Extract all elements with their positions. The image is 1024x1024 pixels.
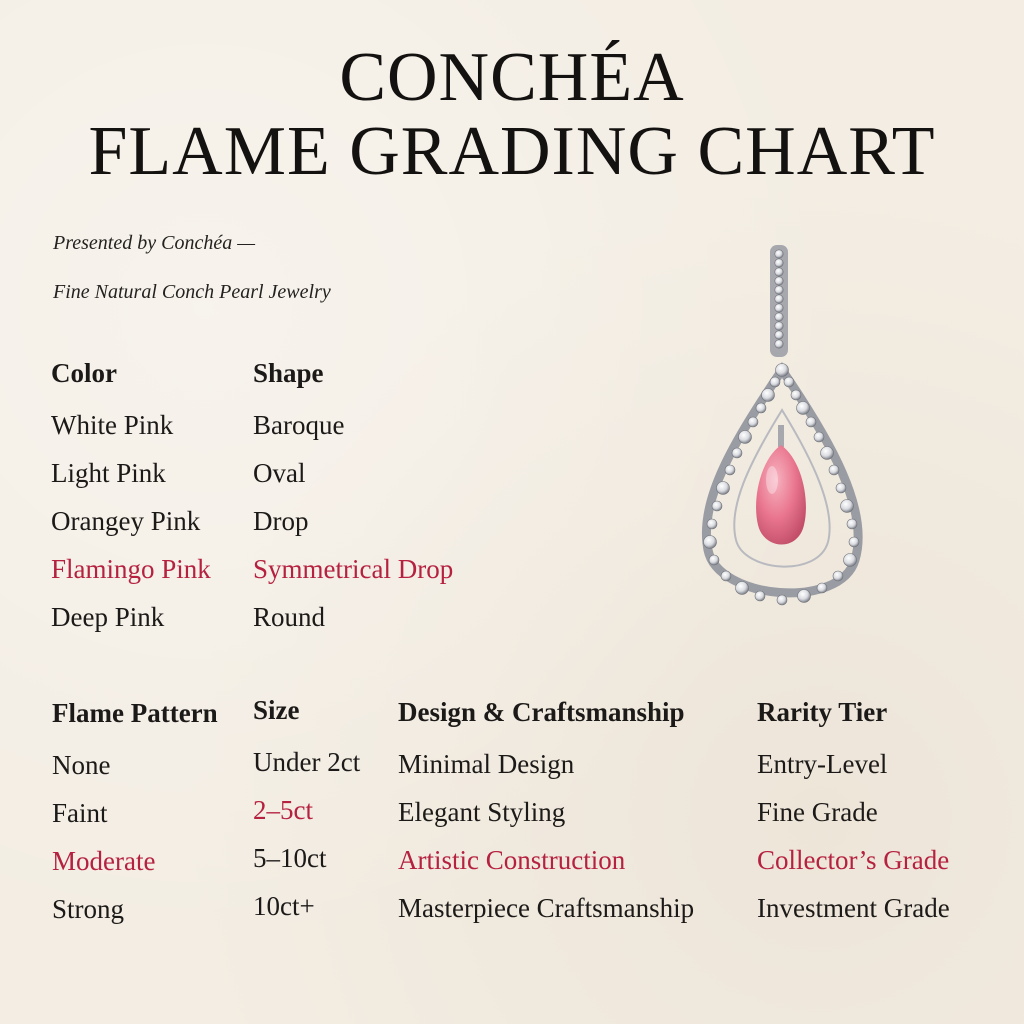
diamond-stone [798, 590, 811, 603]
diamond-stone [844, 554, 857, 567]
pearl-highlight [766, 466, 778, 494]
diamond-stone [762, 389, 775, 402]
diamond-stone [791, 390, 801, 400]
flame-heading: Flame Pattern [52, 698, 218, 728]
pearl-hook [778, 425, 784, 447]
flame-item: None [52, 750, 111, 780]
diamond-stone [717, 482, 730, 495]
size-item-highlighted: 2–5ct [253, 795, 313, 825]
bail-stones [775, 250, 783, 348]
shape-column [253, 357, 453, 649]
rarity-heading: Rarity Tier [757, 697, 888, 727]
rarity-item: Entry-Level [757, 749, 888, 779]
design-heading: Design & Craftsmanship [398, 697, 685, 727]
diamond-stone [849, 537, 859, 547]
diamond-stone [756, 403, 766, 413]
diamond-stone [775, 304, 783, 312]
subtitle-tagline: Fine Natural Conch Pearl Jewelry [53, 281, 331, 303]
shape-item: Oval [253, 458, 306, 488]
subtitle-presented-by: Presented by Conchéa — [53, 232, 255, 254]
diamond-stone [775, 331, 783, 339]
flame-column [52, 697, 218, 941]
diamond-stone [829, 465, 839, 475]
flame-item: Strong [52, 894, 125, 924]
size-heading: Size [253, 695, 300, 725]
color-item: White Pink [51, 410, 174, 440]
color-item: Orangey Pink [51, 506, 201, 536]
pink-conch-pearl [756, 445, 806, 545]
diamond-stone [721, 571, 731, 581]
color-item-highlighted: Flamingo Pink [51, 554, 211, 584]
diamond-stone [817, 583, 827, 593]
diamond-stone [833, 571, 843, 581]
rarity-item: Fine Grade [757, 797, 878, 827]
diamond-stone [775, 295, 783, 303]
flame-item: Faint [52, 798, 108, 828]
diamond-stone [736, 582, 749, 595]
diamond-stone [732, 448, 742, 458]
diamond-stone [777, 595, 787, 605]
page-title-chart: FLAME GRADING CHART [88, 113, 936, 190]
size-column [253, 694, 360, 938]
size-item: Under 2ct [253, 747, 361, 777]
diamond-stone [775, 259, 783, 267]
color-item: Deep Pink [51, 602, 165, 632]
diamond-stone [712, 501, 722, 511]
flame-item-highlighted: Moderate [52, 846, 156, 876]
shape-item: Baroque [253, 410, 345, 440]
shape-item: Drop [253, 506, 309, 536]
diamond-stone [821, 447, 834, 460]
diamond-stone [775, 277, 783, 285]
diamond-stone [836, 483, 846, 493]
size-item: 5–10ct [253, 843, 327, 873]
size-item: 10ct+ [253, 891, 315, 921]
diamond-stone [797, 402, 810, 415]
shape-heading: Shape [253, 358, 324, 388]
shape-item-highlighted: Symmetrical Drop [253, 554, 454, 584]
diamond-stone [709, 555, 719, 565]
diamond-stone [748, 417, 758, 427]
color-column [51, 357, 211, 649]
design-item: Elegant Styling [398, 797, 566, 827]
diamond-stone [806, 417, 816, 427]
shape-item: Round [253, 602, 326, 632]
diamond-stone [739, 431, 752, 444]
conch-pearl-pendant-image [690, 240, 880, 620]
diamond-stone [707, 519, 717, 529]
diamond-stone [841, 500, 854, 513]
diamond-stone [784, 377, 794, 387]
color-item: Light Pink [51, 458, 166, 488]
diamond-stone [776, 364, 789, 377]
page-title-brand: CONCHÉA [339, 39, 685, 116]
diamond-stone [755, 591, 765, 601]
color-heading: Color [51, 358, 117, 388]
diamond-stone [704, 536, 717, 549]
design-column [398, 696, 694, 940]
design-item: Masterpiece Craftsmanship [398, 893, 695, 923]
diamond-stone [725, 465, 735, 475]
diamond-stone [775, 286, 783, 294]
diamond-stone [770, 377, 780, 387]
design-item-highlighted: Artistic Construction [398, 845, 626, 875]
diamond-stone [775, 322, 783, 330]
rarity-item: Investment Grade [757, 893, 950, 923]
diamond-stone [775, 250, 783, 258]
diamond-stone [775, 340, 783, 348]
diamond-stone [814, 432, 824, 442]
diamond-stone [775, 268, 783, 276]
diamond-stone [775, 313, 783, 321]
diamond-stone [847, 519, 857, 529]
rarity-column [757, 696, 950, 940]
design-item: Minimal Design [398, 749, 575, 779]
rarity-item-highlighted: Collector’s Grade [757, 845, 950, 875]
